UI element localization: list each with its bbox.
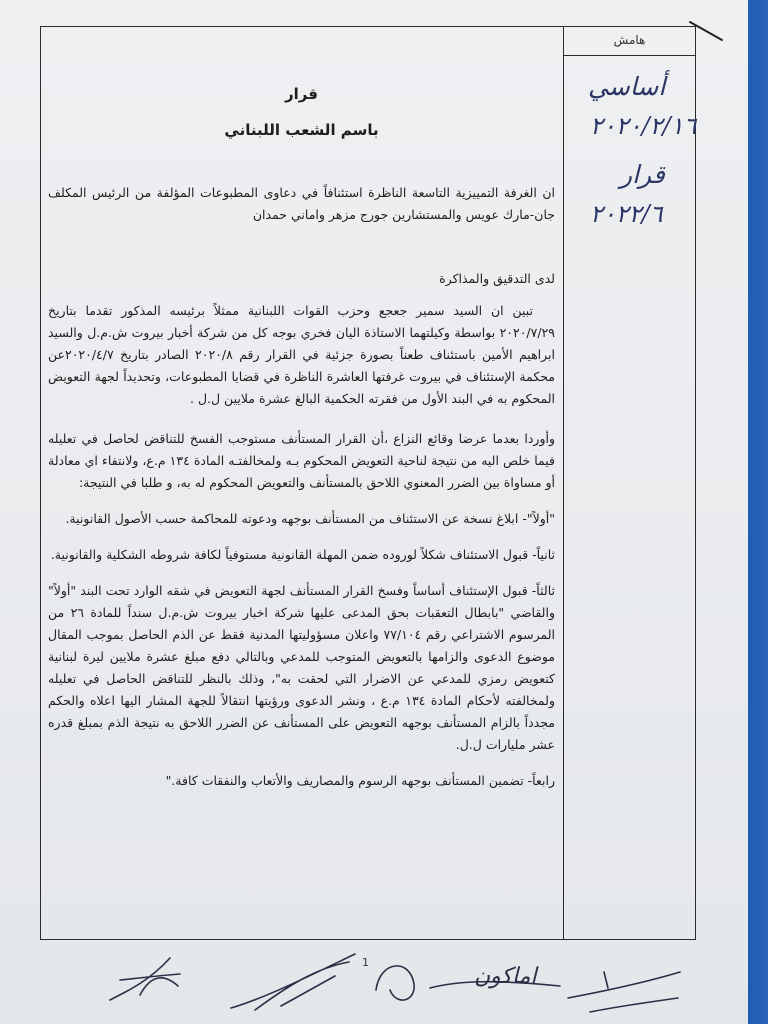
document-body bbox=[48, 84, 555, 792]
intro-paragraph: ان الغرفة التمييزية التاسعة الناظرة استئنافاً في دعاوى المطبوعات المؤلفة من الرئيس المكلف جان-مارك عويس والمستشارين جورج مزهر واماني حمدان bbox=[48, 185, 555, 222]
margin-header: هامش bbox=[563, 26, 696, 56]
review-heading: لدى التدقيق والمذاكرة bbox=[439, 271, 555, 286]
pen-tip-mark bbox=[688, 18, 728, 48]
signature-center bbox=[370, 950, 570, 1020]
margin-note-1-date: ٢٠٢٠/٢/١٦ bbox=[590, 112, 697, 140]
signature-handwritten-name: اماكون bbox=[474, 964, 537, 989]
margin-note-1-word: أساسي bbox=[588, 72, 666, 101]
margin-note-2-word: قرار bbox=[620, 160, 665, 189]
page-number: 1 bbox=[362, 956, 369, 969]
signature-left bbox=[100, 950, 190, 1010]
document-subtitle: باسم الشعب اللبناني bbox=[224, 121, 379, 139]
margin-note-2-date: ٢٠٢٢/٦ bbox=[590, 200, 663, 228]
request-item-fourth: رابعاً- تضمين المستأنف بوجهه الرسوم والمصاريف والأتعاب والنفقات كافة." bbox=[165, 773, 555, 788]
request-item-third: ثالثاً- قبول الإستئناف أساساً وفسخ القرار المستأنف لجهة التعويض في شقه الوارد تحت البند "أولاً" والقاضي "بابطال التعقبات بحق المدعى عليها شركة اخبار بيروت ش.م.ل سنداً للمادة ٢٦ من المرسوم الاشتراعي رقم ٧٧/١٠٤ واعلان مسؤوليتها المدنية فقط عن الذم الحاصل بموجب المقال موضوع الدعوى والزامها بالتعويض المتوجب للمدعي وبالتالي دفع مبلغ عشرة ملايين ليرة لبنانية كتعويض رمزي للمدعي عن الاضرار التي لحقت به"، وذلك بالنظر للتناقض الحاصل في تعليله ولمخالفته لأحكام المادة ١٣٤ م.ع ، ونشر الدعوى ورؤيتها انتقالاً للجهة المشار اليها اعلاه والحكم مجدداً بالزام المستأنف بوجهه التعويض على المستأنف عن الضرر اللاحق به نتيجة الذم بمبلغ قدره عشر مليارات ل.ل. bbox=[48, 583, 556, 752]
arguments-paragraph: وأوردا بعدما عرضا وقائع النزاع ،أن القرار المستأنف مستوجب الفسخ للتناقض لحاصل في تعليله فيما خلص اليه من نتيجة لناحية التعويض المحكوم بـه ولمخالفتـه المادة ١٣٤ م.ع، ولانتفاء اي معادلة أو مساواة بين الضرر المعنوي اللاحق بالمستأنف والتعويض المحكوم له به، و طلبا في النتيجة: bbox=[48, 431, 555, 490]
signature-right bbox=[560, 962, 690, 1022]
request-item-first: "أولاً"- ابلاغ نسخة عن الاستئناف من المستأنف بوجهه ودعوته للمحاكمة حسب الأصول القانونية. bbox=[65, 511, 555, 526]
facts-paragraph: تبين ان السيد سمير جعجع وحزب القوات اللبنانية ممثلاً برئيسه المذكور تقدما بتاريخ ٢٠٢٠/٧/٢٩ بواسطة وكيلتهما الاستاذة اليان فخري بوجه كل من شركة أخبار بيروت ش.م.ل والسيد ابراهيم الأمين باستئناف طعناً بصورة جزئية في القرار رقم ٢٠٢٠/٨ الصادر بتاريخ ٢٠٢٠/٤/٧عن محكمة الإستئناف في بيروت غرفتها العاشرة الناظرة في قضايا المطبوعات، وتحديداً لجهة التعويض المحكوم به في البند الأول من فقرته الحكمية البالغ عشرة ملايين ل.ل . bbox=[48, 303, 555, 406]
document-title: قرار bbox=[285, 85, 318, 103]
request-item-second: ثانياً- قبول الاستئناف شكلاً لوروده ضمن المهلة القانونية مستوفياً لكافة شروطه الشكلية والقانونية. bbox=[50, 547, 555, 562]
signature-center-left bbox=[225, 948, 365, 1018]
